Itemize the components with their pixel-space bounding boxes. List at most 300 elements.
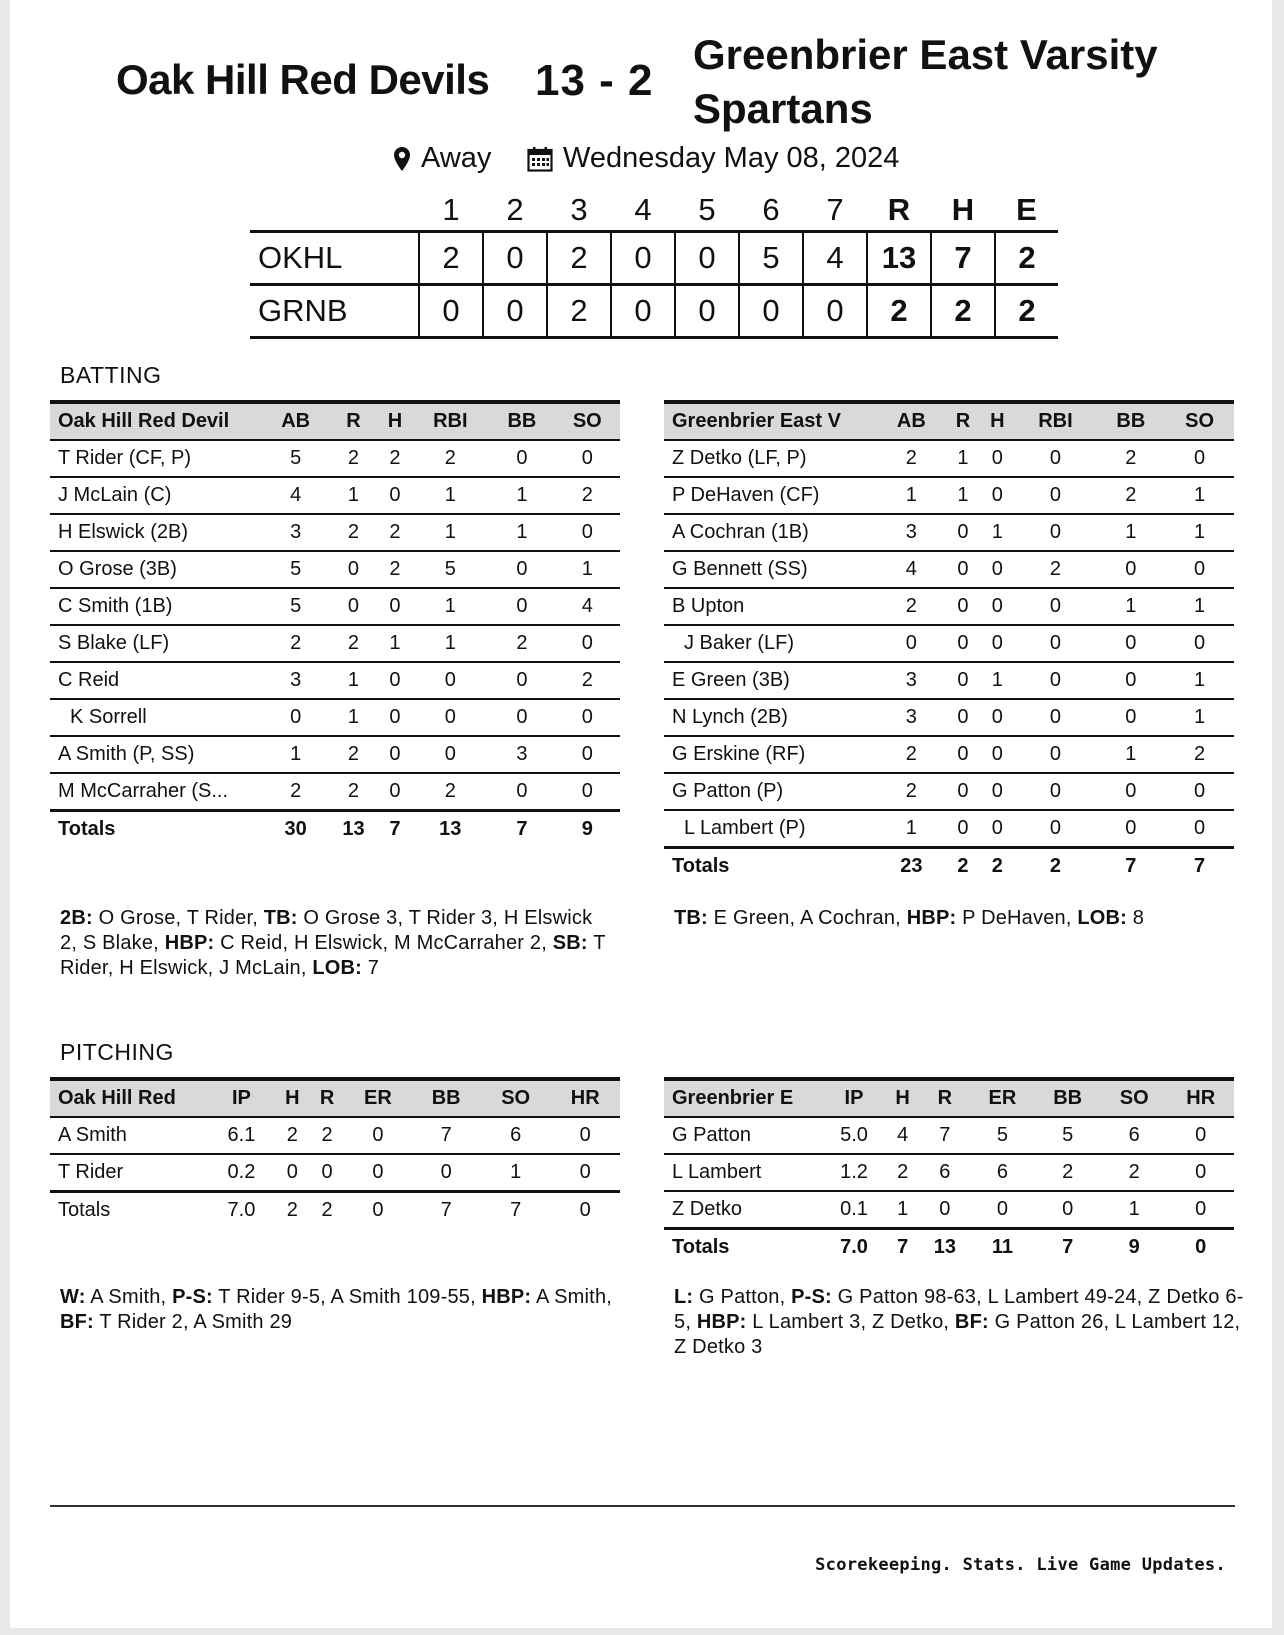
linescore-table bbox=[250, 190, 1058, 339]
total-cell: 2 bbox=[957, 855, 969, 877]
home-team-name: Oak Hill Red Devils bbox=[116, 56, 490, 103]
player-row bbox=[664, 551, 1234, 588]
player-name: G Bennett (SS) bbox=[664, 551, 877, 588]
stat-cell: 2 bbox=[310, 1117, 345, 1154]
player-row bbox=[50, 662, 620, 699]
stat-cell: 0 bbox=[489, 662, 554, 699]
total-cell: 2 bbox=[321, 1199, 333, 1221]
stat-cell: 2 bbox=[877, 440, 946, 477]
stat-column-header: SO bbox=[572, 410, 602, 432]
batting-notes-away bbox=[674, 906, 1234, 931]
totals-label: Totals bbox=[58, 1199, 111, 1221]
stat-column-header: H bbox=[990, 410, 1005, 432]
stat-column-header: RBI bbox=[1038, 410, 1073, 432]
stat-cell: 0 bbox=[489, 551, 554, 588]
stat-cell: 4 bbox=[877, 551, 946, 588]
stat-cell: 0 bbox=[1165, 773, 1234, 810]
linescore-row-away bbox=[250, 285, 1058, 338]
stat-cell: 3 bbox=[877, 514, 946, 551]
stat-cell: 0 bbox=[379, 736, 412, 773]
stat-cell: 0 bbox=[310, 1154, 345, 1192]
total-cell: 2 bbox=[286, 1199, 298, 1221]
stat-cell: 0 bbox=[1167, 1154, 1234, 1191]
stat-cell: 0 bbox=[344, 1154, 411, 1192]
stat-cell: 3 bbox=[877, 662, 946, 699]
stat-cell: 0 bbox=[946, 514, 980, 551]
stat-cell: 2 bbox=[555, 477, 620, 514]
stat-cell: 2 bbox=[379, 551, 412, 588]
pitching-notes-home bbox=[60, 1285, 615, 1335]
note-label: L: bbox=[674, 1286, 694, 1308]
player-name: A Smith (P, SS) bbox=[50, 736, 263, 773]
player-row bbox=[50, 551, 620, 588]
player-row bbox=[50, 588, 620, 625]
stat-cell: 0 bbox=[411, 662, 489, 699]
batting-table-away bbox=[664, 400, 1234, 884]
note-text: A Smith, bbox=[531, 1286, 613, 1308]
stat-cell: 1 bbox=[980, 662, 1014, 699]
note-label: SB: bbox=[552, 932, 588, 954]
note-text: T Rider 9-5, A Smith 109-55, bbox=[212, 1286, 482, 1308]
player-row bbox=[50, 1117, 620, 1154]
note-label: LOB: bbox=[312, 957, 363, 979]
stat-cell: 2 bbox=[886, 1154, 919, 1191]
inning-score: 0 bbox=[419, 285, 483, 338]
note-text: G Patton, bbox=[693, 1286, 792, 1308]
stat-cell: 2 bbox=[328, 514, 378, 551]
stat-cell: 0 bbox=[1096, 699, 1165, 736]
note-text: 8 bbox=[1127, 907, 1145, 929]
stat-column-header: BB bbox=[507, 410, 537, 432]
stat-cell: 1 bbox=[877, 810, 946, 848]
stat-cell: 0 bbox=[1096, 625, 1165, 662]
team-abbr: GRNB bbox=[258, 293, 348, 328]
stat-cell: 0 bbox=[344, 1117, 411, 1154]
stat-cell: 2 bbox=[489, 625, 554, 662]
stat-cell: 1 bbox=[481, 1154, 551, 1192]
stat-column-header: R bbox=[937, 1087, 953, 1109]
stat-cell: 6 bbox=[970, 1154, 1034, 1191]
stat-cell: 1 bbox=[1165, 514, 1234, 551]
table-header-row bbox=[664, 402, 1234, 440]
stat-cell: 0.1 bbox=[822, 1191, 886, 1229]
stat-cell: 1 bbox=[886, 1191, 919, 1229]
total-cell: 7.0 bbox=[227, 1199, 256, 1221]
stat-cell: 3 bbox=[877, 699, 946, 736]
player-name: G Patton (P) bbox=[664, 773, 877, 810]
errors-total: 2 bbox=[995, 232, 1058, 285]
stat-cell: 0 bbox=[328, 551, 378, 588]
stat-cell: 0 bbox=[946, 662, 980, 699]
inning-score: 2 bbox=[547, 232, 611, 285]
pitching-table-home bbox=[50, 1077, 620, 1228]
player-row bbox=[664, 514, 1234, 551]
stat-cell: 0 bbox=[1165, 440, 1234, 477]
note-text: T Rider 2, A Smith 29 bbox=[93, 1311, 293, 1333]
stat-cell: 0 bbox=[1165, 625, 1234, 662]
stat-column-header: R bbox=[346, 410, 361, 432]
player-name: L Lambert (P) bbox=[664, 810, 877, 848]
total-cell: 7 bbox=[1062, 1236, 1074, 1258]
stat-cell: 5 bbox=[411, 551, 489, 588]
note-label: HBP: bbox=[164, 932, 215, 954]
stat-column-header: RBI bbox=[433, 410, 468, 432]
stat-column-header: HR bbox=[570, 1087, 600, 1109]
stat-cell: 1 bbox=[489, 477, 554, 514]
player-row bbox=[50, 440, 620, 477]
note-label: HBP: bbox=[906, 907, 957, 929]
player-row bbox=[50, 477, 620, 514]
team-column-header: Greenbrier East V bbox=[672, 410, 841, 432]
stat-cell: 1 bbox=[946, 440, 980, 477]
stat-cell: 0 bbox=[1034, 1191, 1100, 1229]
player-row bbox=[664, 477, 1234, 514]
note-text: G Patton 26, L Lambert 12, Z Detko 3 bbox=[674, 1311, 1241, 1358]
note-text: 7 bbox=[362, 957, 380, 979]
stat-cell: 5 bbox=[263, 440, 328, 477]
note-label: P-S: bbox=[791, 1286, 832, 1308]
stat-cell: 1 bbox=[489, 514, 554, 551]
stat-cell: 2 bbox=[411, 440, 489, 477]
player-name: S Blake (LF) bbox=[50, 625, 263, 662]
date-label: Wednesday May 08, 2024 bbox=[563, 142, 900, 174]
player-row bbox=[50, 773, 620, 811]
stat-cell: 1 bbox=[263, 736, 328, 773]
team-column-header: Oak Hill Red bbox=[58, 1087, 176, 1109]
stat-cell: 4 bbox=[886, 1117, 919, 1154]
stat-cell: 2 bbox=[877, 773, 946, 810]
total-cell: 13 bbox=[933, 1236, 956, 1258]
stat-cell: 0 bbox=[1014, 440, 1096, 477]
stat-cell: 0 bbox=[555, 773, 620, 811]
linescore-row-home bbox=[250, 232, 1058, 285]
note-label: TB: bbox=[674, 907, 708, 929]
total-cell: 13 bbox=[342, 818, 365, 840]
player-row bbox=[664, 1154, 1234, 1191]
stat-cell: 0 bbox=[980, 551, 1014, 588]
inning-score: 0 bbox=[675, 285, 739, 338]
stat-cell: 1 bbox=[1165, 477, 1234, 514]
stat-cell: 0 bbox=[877, 625, 946, 662]
stat-cell: 0 bbox=[555, 699, 620, 736]
stat-cell: 0 bbox=[1014, 662, 1096, 699]
stat-cell: 4 bbox=[555, 588, 620, 625]
stat-cell: 2 bbox=[328, 625, 378, 662]
player-row bbox=[50, 1154, 620, 1192]
stat-cell: 0 bbox=[980, 699, 1014, 736]
batting-notes-home bbox=[60, 906, 615, 981]
stat-column-header: BB bbox=[1053, 1087, 1083, 1109]
player-name: C Reid bbox=[50, 662, 263, 699]
stat-cell: 6.1 bbox=[208, 1117, 275, 1154]
stat-column-header: SO bbox=[1119, 1087, 1149, 1109]
stat-column-header: BB bbox=[1116, 410, 1146, 432]
total-cell: 0 bbox=[1195, 1236, 1207, 1258]
stat-cell: 0 bbox=[946, 551, 980, 588]
stat-cell: 6 bbox=[919, 1154, 970, 1191]
stat-cell: 0 bbox=[328, 588, 378, 625]
stat-cell: 2 bbox=[379, 440, 412, 477]
player-name: T Rider (CF, P) bbox=[50, 440, 263, 477]
stat-cell: 1 bbox=[1165, 588, 1234, 625]
stat-column-header: HR bbox=[1186, 1087, 1216, 1109]
player-name: N Lynch (2B) bbox=[664, 699, 877, 736]
player-row bbox=[664, 440, 1234, 477]
player-row bbox=[664, 625, 1234, 662]
runs-header: R bbox=[887, 192, 911, 227]
stat-cell: 3 bbox=[489, 736, 554, 773]
note-text: T Rider, H Elswick, J McLain, bbox=[60, 932, 606, 979]
inning-header: 3 bbox=[570, 192, 588, 227]
inning-score: 0 bbox=[675, 232, 739, 285]
stat-cell: 0 bbox=[555, 514, 620, 551]
stat-cell: 2 bbox=[263, 773, 328, 811]
stat-cell: 1 bbox=[1165, 699, 1234, 736]
inning-header: 2 bbox=[506, 192, 524, 227]
stat-column-header: IP bbox=[232, 1087, 251, 1109]
stat-cell: 6 bbox=[1101, 1117, 1168, 1154]
total-cell: 23 bbox=[900, 855, 923, 877]
player-name: Z Detko bbox=[664, 1191, 822, 1229]
stat-cell: 0 bbox=[411, 736, 489, 773]
stat-cell: 5 bbox=[1034, 1117, 1100, 1154]
stat-cell: 7 bbox=[919, 1117, 970, 1154]
stat-cell: 0 bbox=[379, 699, 412, 736]
team-abbr: OKHL bbox=[258, 240, 343, 275]
stat-column-header: R bbox=[955, 410, 971, 432]
stat-column-header: R bbox=[319, 1087, 335, 1109]
stat-cell: 1 bbox=[328, 662, 378, 699]
stat-column-header: H bbox=[285, 1087, 300, 1109]
table-header-row bbox=[50, 402, 620, 440]
stat-cell: 1 bbox=[328, 477, 378, 514]
note-label: HBP: bbox=[696, 1311, 747, 1333]
stat-cell: 1 bbox=[1165, 662, 1234, 699]
stat-cell: 0 bbox=[1165, 810, 1234, 848]
stat-cell: 0 bbox=[980, 625, 1014, 662]
inning-score: 0 bbox=[803, 285, 867, 338]
total-cell: 2 bbox=[991, 855, 1003, 877]
stat-cell: 0 bbox=[1096, 662, 1165, 699]
note-text: L Lambert 3, Z Detko, bbox=[746, 1311, 955, 1333]
stat-cell: 0 bbox=[1014, 514, 1096, 551]
stat-cell: 6 bbox=[481, 1117, 551, 1154]
hits-total: 7 bbox=[931, 232, 995, 285]
stat-cell: 0 bbox=[946, 773, 980, 810]
stat-cell: 0 bbox=[946, 625, 980, 662]
table-header-row bbox=[664, 1079, 1234, 1117]
errors-total: 2 bbox=[995, 285, 1058, 338]
map-pin-icon bbox=[393, 146, 411, 172]
stat-cell: 0 bbox=[489, 588, 554, 625]
stat-cell: 0 bbox=[1096, 810, 1165, 848]
stat-cell: 0 bbox=[970, 1191, 1034, 1229]
stat-column-header: H bbox=[387, 410, 403, 432]
team-column-header: Oak Hill Red Devil bbox=[58, 410, 230, 432]
stat-cell: 2 bbox=[877, 588, 946, 625]
batting-table-home bbox=[50, 400, 620, 847]
player-row bbox=[664, 773, 1234, 810]
stat-cell: 5 bbox=[263, 588, 328, 625]
stat-cell: 0.2 bbox=[208, 1154, 275, 1192]
player-row bbox=[664, 1191, 1234, 1229]
hits-header: H bbox=[951, 192, 975, 227]
stat-cell: 0 bbox=[411, 699, 489, 736]
inning-header: 4 bbox=[634, 192, 652, 227]
total-cell: 7 bbox=[516, 818, 528, 840]
stat-cell: 0 bbox=[489, 440, 554, 477]
total-cell: 7 bbox=[897, 1236, 909, 1258]
game-location bbox=[393, 142, 491, 175]
stat-cell: 0 bbox=[379, 662, 412, 699]
stat-cell: 2 bbox=[1034, 1154, 1100, 1191]
stat-cell: 0 bbox=[555, 625, 620, 662]
stat-column-header: SO bbox=[501, 1087, 531, 1109]
total-cell: 11 bbox=[991, 1236, 1014, 1258]
player-name: O Grose (3B) bbox=[50, 551, 263, 588]
player-name: H Elswick (2B) bbox=[50, 514, 263, 551]
stat-column-header: SO bbox=[1185, 410, 1215, 432]
stat-cell: 0 bbox=[555, 736, 620, 773]
stat-cell: 2 bbox=[379, 514, 412, 551]
stat-cell: 0 bbox=[1167, 1117, 1234, 1154]
stat-cell: 0 bbox=[946, 699, 980, 736]
stat-cell: 4 bbox=[263, 477, 328, 514]
table-header-row bbox=[50, 1079, 620, 1117]
stat-cell: 2 bbox=[877, 736, 946, 773]
stat-cell: 1.2 bbox=[822, 1154, 886, 1191]
stat-cell: 1 bbox=[411, 588, 489, 625]
totals-label: Totals bbox=[58, 818, 116, 840]
player-name: P DeHaven (CF) bbox=[664, 477, 877, 514]
inning-score: 0 bbox=[611, 285, 675, 338]
stat-cell: 0 bbox=[1096, 773, 1165, 810]
total-cell: 13 bbox=[439, 818, 462, 840]
stat-cell: 1 bbox=[411, 514, 489, 551]
team-column-header: Greenbrier E bbox=[672, 1087, 794, 1109]
inning-score: 0 bbox=[611, 232, 675, 285]
player-name: A Cochran (1B) bbox=[664, 514, 877, 551]
player-name: K Sorrell bbox=[50, 699, 263, 736]
totals-row bbox=[664, 1229, 1234, 1266]
player-name: J McLain (C) bbox=[50, 477, 263, 514]
stat-cell: 5.0 bbox=[822, 1117, 886, 1154]
total-cell: 0 bbox=[372, 1199, 384, 1221]
player-name: G Erskine (RF) bbox=[664, 736, 877, 773]
stat-cell: 2 bbox=[1101, 1154, 1168, 1191]
stat-cell: 0 bbox=[1165, 551, 1234, 588]
stat-cell: 0 bbox=[919, 1191, 970, 1229]
stat-column-header: ER bbox=[364, 1087, 392, 1109]
stat-cell: 0 bbox=[1167, 1191, 1234, 1229]
stat-cell: 1 bbox=[328, 699, 378, 736]
stat-cell: 0 bbox=[489, 773, 554, 811]
stat-cell: 1 bbox=[1096, 736, 1165, 773]
stat-cell: 0 bbox=[1014, 477, 1096, 514]
stat-cell: 2 bbox=[411, 773, 489, 811]
stat-cell: 2 bbox=[263, 625, 328, 662]
totals-row bbox=[50, 811, 620, 848]
total-cell: 2 bbox=[1049, 855, 1062, 877]
stat-column-header: AB bbox=[281, 410, 311, 432]
inning-score: 2 bbox=[419, 232, 483, 285]
stat-column-header: ER bbox=[988, 1087, 1017, 1109]
stat-cell: 0 bbox=[1014, 810, 1096, 848]
player-row bbox=[50, 699, 620, 736]
stat-cell: 0 bbox=[263, 699, 328, 736]
away-team-name: Greenbrier East Varsity Spartans bbox=[693, 31, 1158, 132]
totals-row bbox=[664, 848, 1234, 885]
inning-score: 0 bbox=[739, 285, 803, 338]
stat-cell: 2 bbox=[1096, 477, 1165, 514]
total-cell: 9 bbox=[581, 818, 593, 840]
player-row bbox=[664, 736, 1234, 773]
stat-cell: 0 bbox=[550, 1117, 620, 1154]
runs-total: 2 bbox=[867, 285, 931, 338]
player-name: B Upton bbox=[664, 588, 877, 625]
note-label: W: bbox=[60, 1286, 86, 1308]
stat-cell: 5 bbox=[970, 1117, 1034, 1154]
stat-cell: 0 bbox=[980, 736, 1014, 773]
final-score: 13 - 2 bbox=[535, 56, 654, 105]
stat-cell: 0 bbox=[946, 588, 980, 625]
stat-cell: 0 bbox=[550, 1154, 620, 1192]
stat-cell: 2 bbox=[328, 736, 378, 773]
note-text: E Green, A Cochran, bbox=[707, 907, 907, 929]
stat-cell: 3 bbox=[263, 662, 328, 699]
stat-cell: 0 bbox=[1014, 773, 1096, 810]
stat-column-header: BB bbox=[431, 1087, 461, 1109]
pitching-table-away bbox=[664, 1077, 1234, 1265]
player-row bbox=[50, 514, 620, 551]
stat-cell: 0 bbox=[489, 699, 554, 736]
inning-header: 5 bbox=[698, 192, 716, 227]
totals-label: Totals bbox=[672, 1236, 730, 1258]
stat-cell: 0 bbox=[275, 1154, 310, 1192]
calendar-icon bbox=[527, 146, 553, 172]
linescore-header bbox=[250, 190, 1058, 232]
note-label: 2B: bbox=[60, 907, 93, 929]
stat-cell: 2 bbox=[328, 440, 378, 477]
hits-total: 2 bbox=[931, 285, 995, 338]
player-name: Z Detko (LF, P) bbox=[664, 440, 877, 477]
stat-cell: 2 bbox=[1096, 440, 1165, 477]
player-name: C Smith (1B) bbox=[50, 588, 263, 625]
player-name: T Rider bbox=[50, 1154, 208, 1192]
stat-column-header: AB bbox=[896, 410, 926, 432]
inning-header: 6 bbox=[762, 192, 780, 227]
errors-header: E bbox=[1016, 192, 1037, 227]
game-date bbox=[527, 142, 899, 175]
totals-label: Totals bbox=[672, 855, 730, 877]
player-name: E Green (3B) bbox=[664, 662, 877, 699]
batting-section-title: BATTING bbox=[60, 362, 162, 388]
player-row bbox=[50, 736, 620, 773]
stat-cell: 0 bbox=[980, 810, 1014, 848]
stat-cell: 1 bbox=[411, 625, 489, 662]
stat-cell: 0 bbox=[555, 440, 620, 477]
inning-score: 2 bbox=[547, 285, 611, 338]
runs-total: 13 bbox=[867, 232, 931, 285]
total-cell: 7 bbox=[389, 818, 401, 840]
boxscore-page bbox=[10, 0, 1272, 1628]
player-row bbox=[664, 1117, 1234, 1154]
player-row bbox=[664, 699, 1234, 736]
player-row bbox=[50, 625, 620, 662]
pitching-notes-away bbox=[674, 1285, 1249, 1360]
stat-cell: 0 bbox=[980, 773, 1014, 810]
stat-cell: 0 bbox=[980, 477, 1014, 514]
